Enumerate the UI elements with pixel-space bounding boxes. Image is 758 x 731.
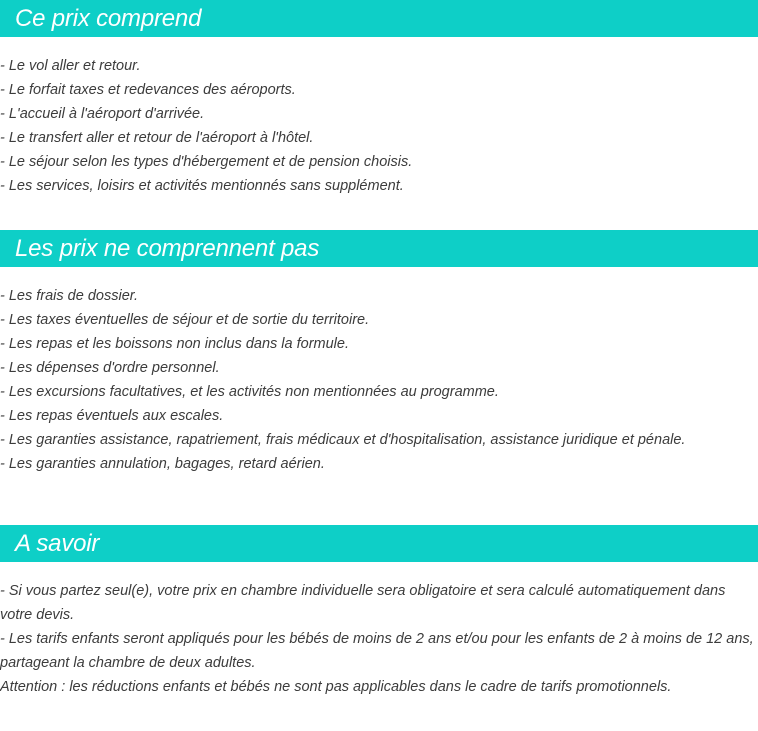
- list-item: - Les garanties annulation, bagages, retard aérien.: [0, 456, 325, 472]
- list-item: - L'accueil à l'aéroport d'arrivée.: [0, 106, 205, 122]
- list-item: - Les repas et les boissons non inclus dans la formule.: [0, 336, 349, 352]
- section-header-not-included: [0, 230, 758, 267]
- included-list: [0, 37, 758, 230]
- section-not-included: [0, 230, 758, 525]
- section-title-good-to-know: A savoir: [15, 529, 100, 557]
- list-item: - Les frais de dossier.: [0, 288, 139, 304]
- list-item: - Les excursions facultatives, et les activités non mentionnées au programme.: [0, 384, 499, 400]
- list-item: - Le vol aller et retour.: [0, 58, 141, 74]
- list-item: - Les repas éventuels aux escales.: [0, 408, 224, 424]
- section-title-not-included: Les prix ne comprennent pas: [15, 234, 320, 262]
- good-to-know-list: [0, 562, 758, 699]
- list-item: - Les taxes éventuelles de séjour et de sortie du territoire.: [0, 312, 370, 328]
- section-title-included: Ce prix comprend: [15, 4, 202, 32]
- not-included-list: [0, 267, 758, 525]
- list-item: - Les garanties assistance, rapatriement, frais médicaux et d'hospitalisation, assistance juridique et pénale.: [0, 432, 686, 448]
- list-item: - Le séjour selon les types d'hébergement et de pension choisis.: [0, 154, 413, 170]
- section-included: [0, 0, 758, 230]
- section-header-included: [0, 0, 758, 37]
- list-item: - Les services, loisirs et activités mentionnés sans supplément.: [0, 178, 404, 194]
- list-item: - Le transfert aller et retour de l'aéroport à l'hôtel.: [0, 130, 314, 146]
- list-item: Attention : les réductions enfants et bébés ne sont pas applicables dans le cadre de tarifs promotionnels.: [0, 679, 672, 695]
- list-item: - Les dépenses d'ordre personnel.: [0, 360, 220, 376]
- section-good-to-know: [0, 525, 758, 699]
- list-item: - Le forfait taxes et redevances des aéroports.: [0, 82, 296, 98]
- list-item: - Si vous partez seul(e), votre prix en chambre individuelle sera obligatoire et sera calculé automatiquement dans votre devis.: [0, 583, 726, 623]
- section-header-good-to-know: [0, 525, 758, 562]
- list-item: - Les tarifs enfants seront appliqués pour les bébés de moins de 2 ans et/ou pour les enfants de 2 à moins de 12 ans, partageant la chambre de deux adultes.: [0, 631, 754, 671]
